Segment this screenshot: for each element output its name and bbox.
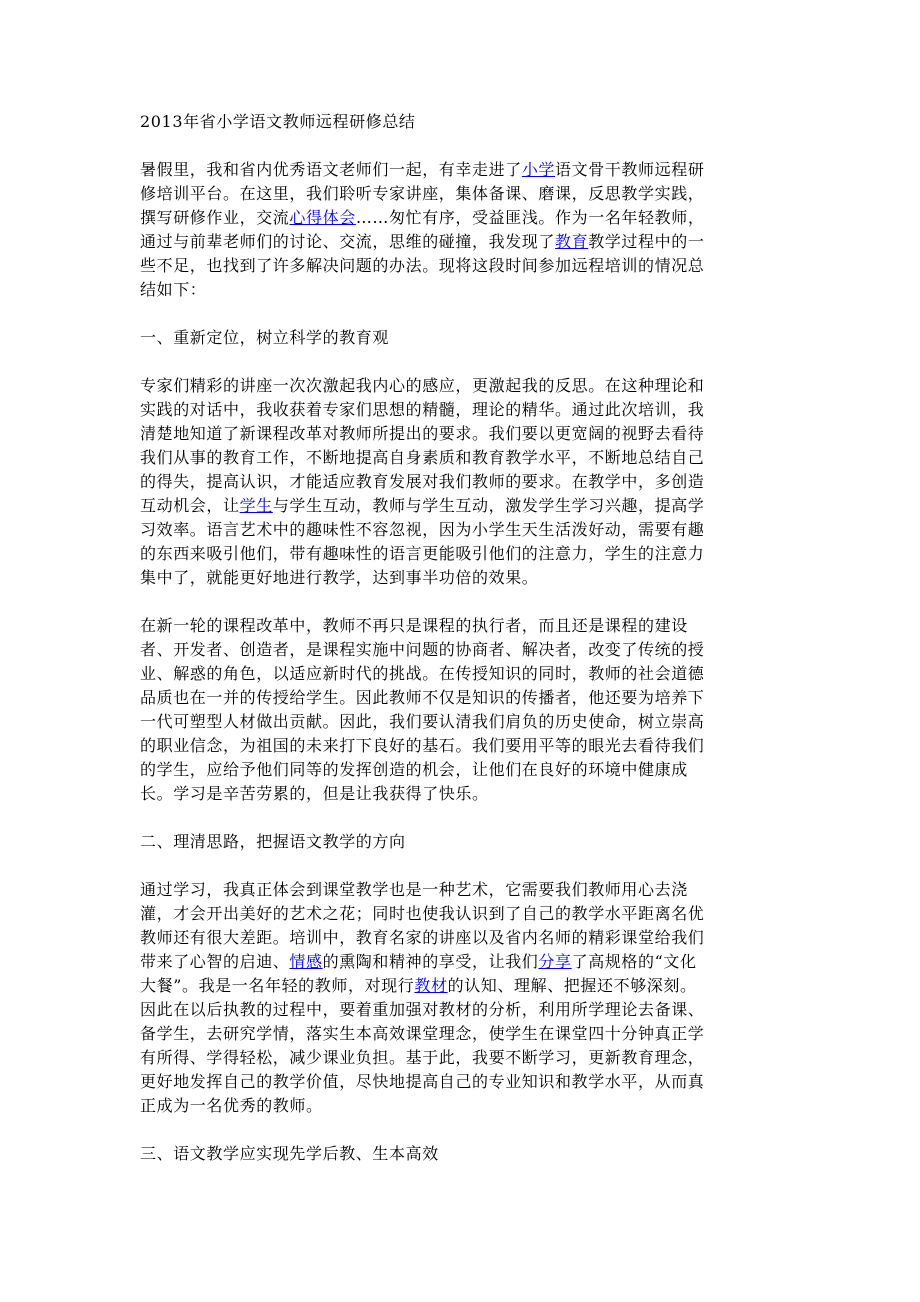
paragraph-gap — [140, 1118, 780, 1142]
text-line — [140, 710, 780, 734]
text-line — [140, 758, 780, 782]
text-span: 教师还有很大差距。培训中，教育名家的讲座以及省内名师的精彩课堂给我们 — [140, 928, 705, 947]
text-line — [140, 542, 780, 566]
paragraph-gap — [140, 134, 780, 158]
text-span: 业、解惑的角色，以适应新时代的挑战。在传授知识的同时，教师的社会道德 — [140, 664, 705, 683]
text-line — [140, 1046, 780, 1070]
text-line — [140, 1094, 780, 1118]
text-line — [140, 422, 780, 446]
text-span: 正成为一名优秀的教师。 — [140, 1096, 323, 1115]
text-span: 带来了心智的启迪、 — [140, 952, 290, 971]
text-span: 实践的对话中，我收获着专家们思想的精髓，理论的精华。通过此次培训，我 — [140, 400, 705, 419]
text-line — [140, 518, 780, 542]
keyword-link[interactable]: 教材 — [414, 976, 448, 995]
text-span: 的认知、理解、把握还不够深刻。 — [447, 976, 697, 995]
text-line — [140, 998, 780, 1022]
text-span: 与学生互动，教师与学生互动，激发学生学习兴趣，提高学 — [272, 496, 705, 515]
text-span: 三、语文教学应实现先学后教、生本高效 — [140, 1144, 439, 1163]
text-span: 因此在以后执教的过程中，要着重加强对教材的分析，利用所学理论去备课、 — [140, 1000, 705, 1019]
text-line — [140, 494, 780, 518]
text-line — [140, 566, 780, 590]
paragraph-gap — [140, 350, 780, 374]
text-line — [140, 1142, 780, 1166]
document-title: 2013年省小学语文教师远程研修总结 — [140, 112, 416, 131]
text-span: 教学过程中的一 — [588, 232, 705, 251]
text-span: 的熏陶和精神的享受，让我们 — [322, 952, 539, 971]
paragraph — [140, 878, 780, 1118]
text-span: 语文骨干教师远程研 — [555, 160, 705, 179]
text-span: 灌，才会开出美好的艺术之花；同时也使我认识到了自己的教学水平距离名优 — [140, 904, 705, 923]
text-line — [140, 206, 780, 230]
text-span: 习效率。语言艺术中的趣味性不容忽视，因为小学生天生活泼好动，需要有趣 — [140, 520, 705, 539]
text-span: 的得失，提高认识，才能适应教育发展对我们教师的要求。在教学中，多创造 — [140, 472, 705, 491]
paragraph — [140, 614, 780, 806]
text-line — [140, 1070, 780, 1094]
text-span: 的学生，应给予他们同等的发挥创造的机会，让他们在良好的环境中健康成 — [140, 760, 688, 779]
text-span: ……匆忙有序，受益匪浅。作为一名年轻教师， — [355, 208, 705, 227]
text-span: 了高规格的“文化 — [571, 952, 697, 971]
text-span: 的东西来吸引他们，带有趣味性的语言更能吸引他们的注意力，学生的注意力 — [140, 544, 705, 563]
text-line — [140, 182, 780, 206]
text-span: 集中了，就能更好地进行教学，达到事半功倍的效果。 — [140, 568, 539, 587]
text-span: 备学生，去研究学情，落实生本高效课堂理念，使学生在课堂四十分钟真正学 — [140, 1024, 705, 1043]
paragraph — [140, 374, 780, 590]
text-span: 专家们精彩的讲座一次次激起我内心的感应，更激起我的反思。在这种理论和 — [140, 376, 705, 395]
text-line — [140, 158, 780, 182]
text-line — [140, 398, 780, 422]
text-line — [140, 662, 780, 686]
text-line — [140, 782, 780, 806]
text-line — [140, 278, 780, 302]
text-line — [140, 326, 780, 350]
text-span: 通过学习，我真正体会到课堂教学也是一种艺术，它需要我们教师用心去浇 — [140, 880, 688, 899]
text-span: 互动机会，让 — [140, 496, 240, 515]
text-span: 长。学习是辛苦劳累的，但是让我获得了快乐。 — [140, 784, 489, 803]
text-line — [140, 254, 780, 278]
text-span: 更好地发挥自己的教学价值，尽快地提高自己的专业知识和教学水平，从而真 — [140, 1072, 705, 1091]
text-span: 一代可塑型人材做出贡献。因此，我们要认清我们肩负的历史使命，树立崇高 — [140, 712, 705, 731]
paragraph-gap — [140, 302, 780, 326]
text-line — [140, 902, 780, 926]
text-span: 结如下： — [140, 280, 207, 299]
section-heading — [140, 830, 780, 854]
text-line — [140, 830, 780, 854]
keyword-link[interactable]: 小学 — [521, 160, 556, 179]
text-line — [140, 1022, 780, 1046]
text-span: 暑假里，我和省内优秀语文老师们一起，有幸走进了 — [140, 160, 522, 179]
text-span: 大餐”。我是一名年轻的教师，对现行 — [140, 976, 415, 995]
keyword-link[interactable]: 情感 — [289, 952, 323, 971]
text-span: 品质也在一并的传授给学生。因此教师不仅是知识的传播者，他还要为培养下 — [140, 688, 705, 707]
keyword-link[interactable]: 教育 — [555, 232, 589, 251]
text-span: 我们从事的教育工作，不断地提高自身素质和教育教学水平，不断地总结自己 — [140, 448, 705, 467]
text-span: 二、理清思路，把握语文教学的方向 — [140, 832, 406, 851]
text-line — [140, 686, 780, 710]
text-line — [140, 926, 780, 950]
text-line — [140, 470, 780, 494]
section-heading — [140, 326, 780, 350]
text-line — [140, 230, 780, 254]
text-span: 清楚地知道了新课程改革对教师所提出的要求。我们要以更宽阔的视野去看待 — [140, 424, 705, 443]
text-line — [140, 614, 780, 638]
paragraph-gap — [140, 806, 780, 830]
text-span: 撰写研修作业，交流 — [140, 208, 290, 227]
section-heading — [140, 1142, 780, 1166]
document-page — [140, 110, 780, 1166]
document-body — [140, 158, 780, 1166]
text-line — [140, 374, 780, 398]
text-line — [140, 446, 780, 470]
text-span: 者、开发者、创造者，是课程实施中问题的协商者、解决者，改变了传统的授 — [140, 640, 705, 659]
text-span: 通过与前辈老师们的讨论、交流，思维的碰撞，我发现了 — [140, 232, 556, 251]
paragraph — [140, 158, 780, 302]
text-span: 一、重新定位，树立科学的教育观 — [140, 328, 390, 347]
keyword-link[interactable]: 学生 — [239, 496, 273, 515]
text-span: 的职业信念，为祖国的未来打下良好的基石。我们要用平等的眼光去看待我们 — [140, 736, 705, 755]
keyword-link[interactable]: 分享 — [538, 952, 572, 971]
paragraph-gap — [140, 854, 780, 878]
text-line — [140, 974, 780, 998]
text-line — [140, 638, 780, 662]
text-span: 修培训平台。在这里，我们聆听专家讲座，集体备课、磨课，反思教学实践， — [140, 184, 705, 203]
text-line — [140, 734, 780, 758]
text-span: 有所得、学得轻松，减少课业负担。基于此，我要不断学习，更新教育理念， — [140, 1048, 705, 1067]
text-line — [140, 950, 780, 974]
text-span: 在新一轮的课程改革中，教师不再只是课程的执行者，而且还是课程的建设 — [140, 616, 688, 635]
keyword-link[interactable]: 心得体会 — [289, 208, 356, 227]
paragraph-gap — [140, 590, 780, 614]
text-span: 些不足，也找到了许多解决问题的办法。现将这段时间参加远程培训的情况总 — [140, 256, 705, 275]
text-line — [140, 878, 780, 902]
